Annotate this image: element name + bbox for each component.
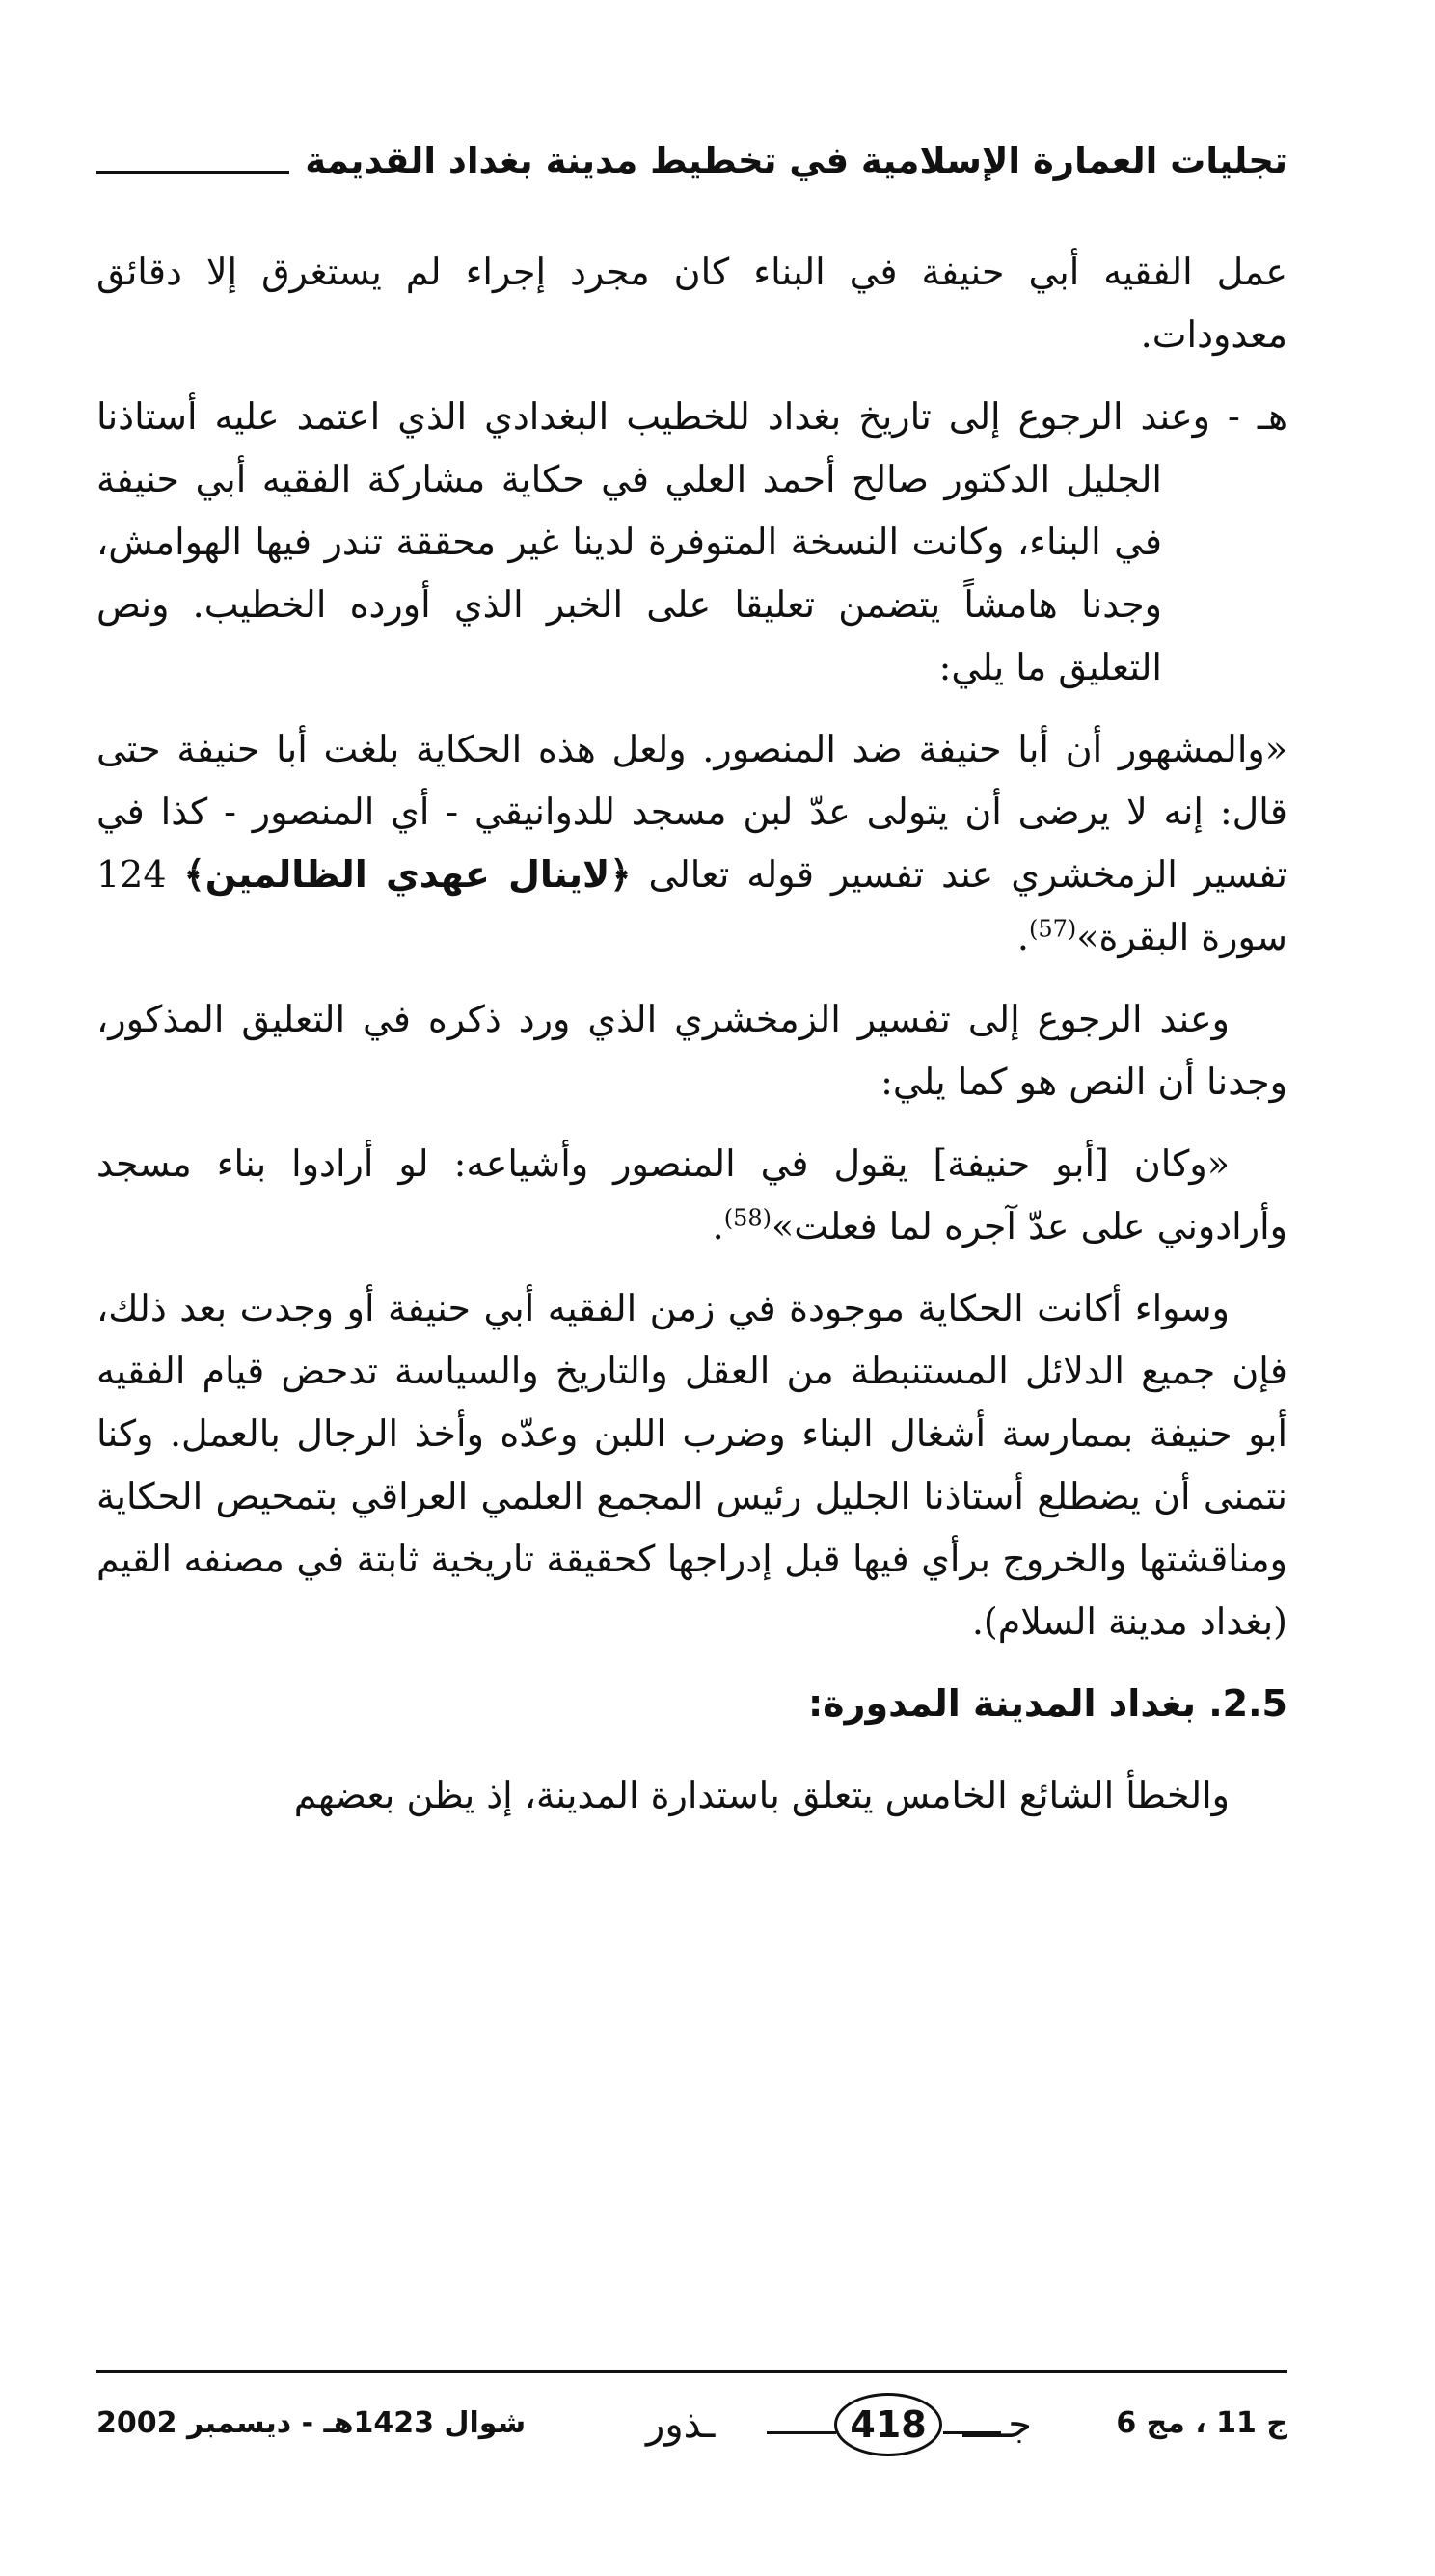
- journal-name-part-1: جــــ: [962, 2402, 1032, 2447]
- quotation-text: «والمشهور أن أبا حنيفة ضد المنصور. ولعل هذه الحكاية بلغت أبا حنيفة حتى قال: إنه لا يرضى أن يتولى عدّ لبن مسجد للدوانيقي - أي المنصور - كذا في تفسير الزمخشري عند تفسير قوله تعالى: [96, 728, 1287, 896]
- journal-line-left: [767, 2431, 836, 2434]
- footer-issue: ج 11 ، مج 6: [1116, 2406, 1287, 2440]
- running-header-title: تجليات العمارة الإسلامية في تخطيط مدينة بغداد القديمة: [305, 139, 1287, 181]
- footer-rule: [96, 2370, 1287, 2373]
- paragraph-zamakhshari: وعند الرجوع إلى تفسير الزمخشري الذي ورد ذكره في التعليق المذكور، وجدنا أن النص هو كما يلي:: [96, 998, 1287, 1103]
- paragraph-fifth-error: والخطأ الشائع الخامس يتعلق باستدارة المدينة، إذ يظن بعضهم: [293, 1774, 1230, 1816]
- quran-verse: ﴿لاينال عهدي الظالمين﴾: [183, 853, 632, 896]
- page-number: 418: [834, 2393, 942, 2456]
- journal-line-right: [943, 2431, 1001, 2434]
- page-footer: [96, 2389, 1287, 2476]
- journal-name-part-2: ـذور: [646, 2402, 716, 2447]
- running-header: [96, 131, 1287, 189]
- quotation-zamakhshari: «وكان [أبو حنيفة] يقول في المنصور وأشياعه: لو أرادوا بناء مسجد وأرادوني على عدّ آجره لما فعلت»$^{(58)}$.: [96, 1142, 1287, 1248]
- footnote-ref-58: (58): [723, 1204, 772, 1232]
- header-rule: [96, 171, 289, 174]
- section-heading: 2.5. بغداد المدينة المدورة:: [807, 1682, 1287, 1725]
- journal-logo: [636, 2389, 1051, 2466]
- paragraph-continuation: عمل الفقيه أبي حنيفة في البناء كان مجرد إجراء لم يستغرق إلا دقائق معدودات.: [96, 251, 1287, 356]
- footnote-ref-57: (57): [1028, 915, 1077, 943]
- paragraph-item-he: هـ - وعند الرجوع إلى تاريخ بغداد للخطيب البغدادي الذي اعتمد عليه أستاذنا الجليل الدكتور صالح أحمد العلي في حكاية مشاركة الفقيه أبي حنيفة في البناء، وكانت النسخة المتوفرة لدينا غير محققة تندر فيها الهوامش، وجدنا هامشاً يتضمن تعليقا على الخبر الذي أورده الخطيب. ونص التعليق ما يلي:: [96, 395, 1287, 688]
- quotation-footnote-text: «والمشهور أن أبا حنيفة ضد المنصور. ولعل هذه الحكاية بلغت أبا حنيفة حتى قال: إنه لا يرضى أن يتولى عدّ لبن مسجد للدوانيقي - أي المنصور - كذا في تفسير الزمخشري عند تفسير قوله تعالى ﴿لاينال عهدي الظالمين﴾ 124 سورة البقرة»$^{(57)}$.: [96, 728, 1287, 958]
- quotation-source: 124 سورة البقرة»: [96, 853, 1287, 958]
- paragraph-conclusion: وسواء أكانت الحكاية موجودة في زمن الفقيه أبي حنيفة أو وجدت بعد ذلك، فإن جميع الدلائل المستنبطة من العقل والتاريخ والسياسة تدحض قيام الفقيه أبو حنيفة بممارسة أشغال البناء وضرب اللبن وعدّه وأخذ الرجال بالعمل. وكنا نتمنى أن يضطلع أستاذنا الجليل رئيس المجمع العلمي العراقي بتمحيص الحكاية ومناقشتها والخروج برأي فيها قبل إدراجها كحقيقة تاريخية ثابتة في مصنفه القيم (بغداد مدينة السلام).: [96, 1287, 1287, 1643]
- quotation-text-2: «وكان [أبو حنيفة] يقول في المنصور وأشياعه: لو أرادوا بناء مسجد وأرادوني على عدّ آجره لما فعلت»: [96, 1142, 1287, 1248]
- body-text: [96, 241, 1287, 1846]
- footer-date: شوال 1423هـ - ديسمبر 2002: [96, 2406, 527, 2440]
